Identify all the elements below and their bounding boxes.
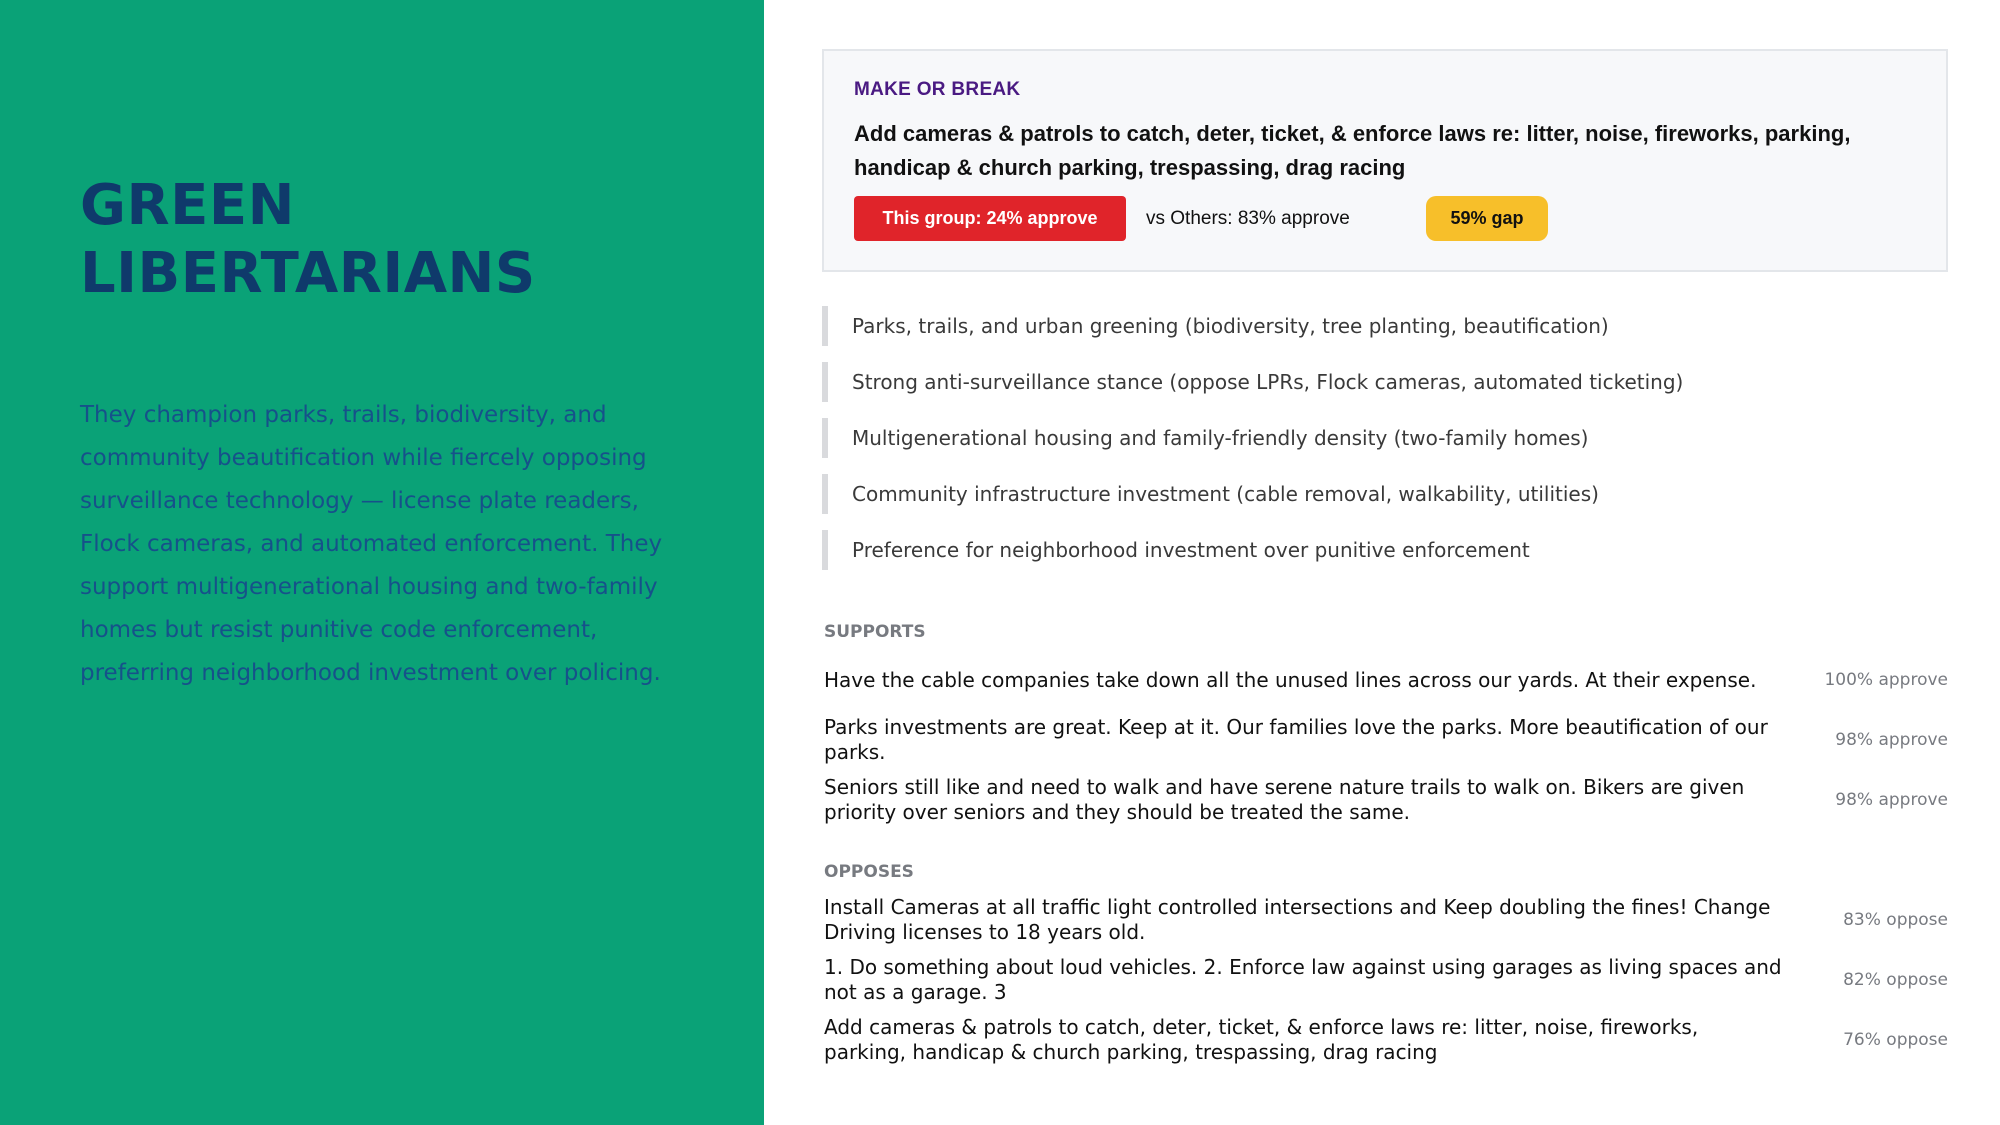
oppose-percentage: 76% oppose xyxy=(1843,1030,1948,1050)
theme-list xyxy=(822,306,1948,586)
support-statement: Have the cable companies take down all the unused lines across our yards. At their expense. xyxy=(824,667,1757,692)
supports-heading: SUPPORTS xyxy=(824,622,926,642)
theme-item: Multigenerational housing and family-friendly density (two-family homes) xyxy=(822,418,1948,458)
oppose-percentage: 82% oppose xyxy=(1843,970,1948,990)
persona-title: GREEN LIBERTARIANS xyxy=(80,173,536,306)
persona-description: They champion parks, trails, biodiversity, and community beautification while fiercely opposing surveillance technology — license plate readers, Flock cameras, and automated enforcement. They support multigenerational housing and two-family homes but resist punitive code enforcement, preferring neighborhood investment over policing. xyxy=(80,402,663,686)
support-row xyxy=(824,662,1948,698)
support-approval: 98% approve xyxy=(1835,790,1948,810)
theme-item: Parks, trails, and urban greening (biodiversity, tree planting, beautification) xyxy=(822,306,1948,346)
theme-item: Preference for neighborhood investment over punitive enforcement xyxy=(822,530,1948,570)
oppose-statement: Add cameras & patrols to catch, deter, ticket, & enforce laws re: litter, noise, fireworks, parking, handicap & church parking, trespassing, drag racing xyxy=(824,1015,1699,1064)
support-approval: 100% approve xyxy=(1824,670,1948,690)
theme-item: Strong anti-surveillance stance (oppose LPRs, Flock cameras, automated ticketing) xyxy=(822,362,1948,402)
theme-item: Community infrastructure investment (cable removal, walkability, utilities) xyxy=(822,474,1948,514)
oppose-row xyxy=(824,954,1948,1006)
others-approval-text: vs Others: 83% approve xyxy=(1146,208,1350,229)
support-row xyxy=(824,774,1948,826)
persona-panel xyxy=(0,0,764,1125)
support-statement: Parks investments are great. Keep at it. Our families love the parks. More beautification of our parks. xyxy=(824,715,1768,764)
support-approval: 98% approve xyxy=(1835,730,1948,750)
make-or-break-headline: Add cameras & patrols to catch, deter, ticket, & enforce laws re: litter, noise, fireworks, parking, handicap & church parking, trespassing, drag racing xyxy=(854,121,1851,180)
group-approval-badge: This group: 24% approve xyxy=(854,196,1126,241)
oppose-row xyxy=(824,1014,1948,1066)
oppose-percentage: 83% oppose xyxy=(1843,910,1948,930)
oppose-row xyxy=(824,894,1948,946)
make-or-break-card xyxy=(822,49,1948,272)
gap-badge: 59% gap xyxy=(1426,196,1548,241)
support-statement: Seniors still like and need to walk and have serene nature trails to walk on. Bikers are given priority over seniors and they should be treated the same. xyxy=(824,775,1745,824)
oppose-statement: 1. Do something about loud vehicles. 2. Enforce law against using garages as living spaces and not as a garage. 3 xyxy=(824,955,1782,1004)
support-row xyxy=(824,715,1948,764)
oppose-statement: Install Cameras at all traffic light controlled intersections and Keep doubling the fines! Change Driving licenses to 18 years old. xyxy=(824,895,1771,944)
make-or-break-tag: MAKE OR BREAK xyxy=(854,79,1021,100)
opposes-heading: OPPOSES xyxy=(824,862,914,882)
